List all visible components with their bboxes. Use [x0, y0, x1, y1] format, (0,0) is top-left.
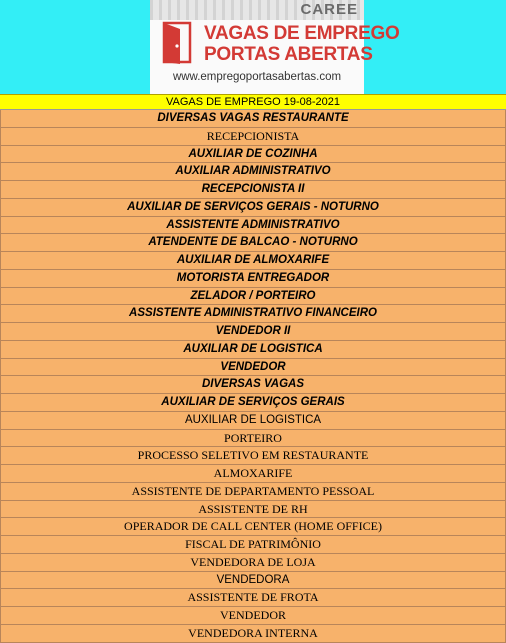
job-item[interactable]: VENDEDORA — [0, 572, 506, 590]
job-item[interactable]: AUXILIAR DE SERVIÇOS GERAIS — [0, 394, 506, 412]
logo-title-line1: VAGAS DE EMPREGO — [204, 23, 400, 44]
job-item[interactable]: ALMOXARIFE — [0, 465, 506, 483]
logo-title-line2: PORTAS ABERTAS — [204, 44, 373, 65]
job-item[interactable]: VENDEDOR II — [0, 323, 506, 341]
job-item[interactable]: AUXILIAR DE COZINHA — [0, 146, 506, 164]
page-title: VAGAS DE EMPREGO 19-08-2021 — [0, 94, 506, 110]
job-item[interactable]: AUXILIAR DE LOGISTICA — [0, 341, 506, 359]
job-item[interactable]: RECEPCIONISTA — [0, 128, 506, 146]
job-item[interactable]: ASSISTENTE ADMINISTRATIVO — [0, 217, 506, 235]
job-item[interactable]: FISCAL DE PATRIMÔNIO — [0, 536, 506, 554]
job-list — [0, 110, 506, 643]
job-item[interactable]: ATENDENTE DE BALCAO - NOTURNO — [0, 234, 506, 252]
job-item[interactable]: AUXILIAR DE SERVIÇOS GERAIS - NOTURNO — [0, 199, 506, 217]
job-item[interactable]: ASSISTENTE DE FROTA — [0, 589, 506, 607]
job-item[interactable]: MOTORISTA ENTREGADOR — [0, 270, 506, 288]
open-door-icon — [162, 22, 198, 64]
job-item[interactable]: ASSISTENTE ADMINISTRATIVO FINANCEIRO — [0, 305, 506, 323]
job-item[interactable]: ZELADOR / PORTEIRO — [0, 288, 506, 306]
job-item[interactable]: VENDEDORA INTERNA — [0, 625, 506, 643]
job-item[interactable]: VENDEDORA DE LOJA — [0, 554, 506, 572]
job-item[interactable]: AUXILIAR DE LOGISTICA — [0, 412, 506, 430]
job-item[interactable]: OPERADOR DE CALL CENTER (HOME OFFICE) — [0, 518, 506, 536]
job-item[interactable]: AUXILIAR ADMINISTRATIVO — [0, 163, 506, 181]
job-item[interactable]: VENDEDOR — [0, 359, 506, 377]
logo-url: www.empregoportasabertas.com — [172, 71, 342, 83]
site-logo[interactable] — [150, 0, 400, 94]
banner-text: CAREE — [300, 1, 358, 18]
job-item[interactable]: AUXILIAR DE ALMOXARIFE — [0, 252, 506, 270]
job-item[interactable]: ASSISTENTE DE RH — [0, 501, 506, 519]
job-item[interactable]: RECEPCIONISTA II — [0, 181, 506, 199]
job-item[interactable]: ASSISTENTE DE DEPARTAMENTO PESSOAL — [0, 483, 506, 501]
job-item[interactable]: PROCESSO SELETIVO EM RESTAURANTE — [0, 447, 506, 465]
job-item[interactable]: VENDEDOR — [0, 607, 506, 625]
job-item[interactable]: DIVERSAS VAGAS — [0, 376, 506, 394]
job-item[interactable]: PORTEIRO — [0, 430, 506, 448]
header-banner — [0, 0, 506, 94]
job-item[interactable]: DIVERSAS VAGAS RESTAURANTE — [0, 110, 506, 128]
